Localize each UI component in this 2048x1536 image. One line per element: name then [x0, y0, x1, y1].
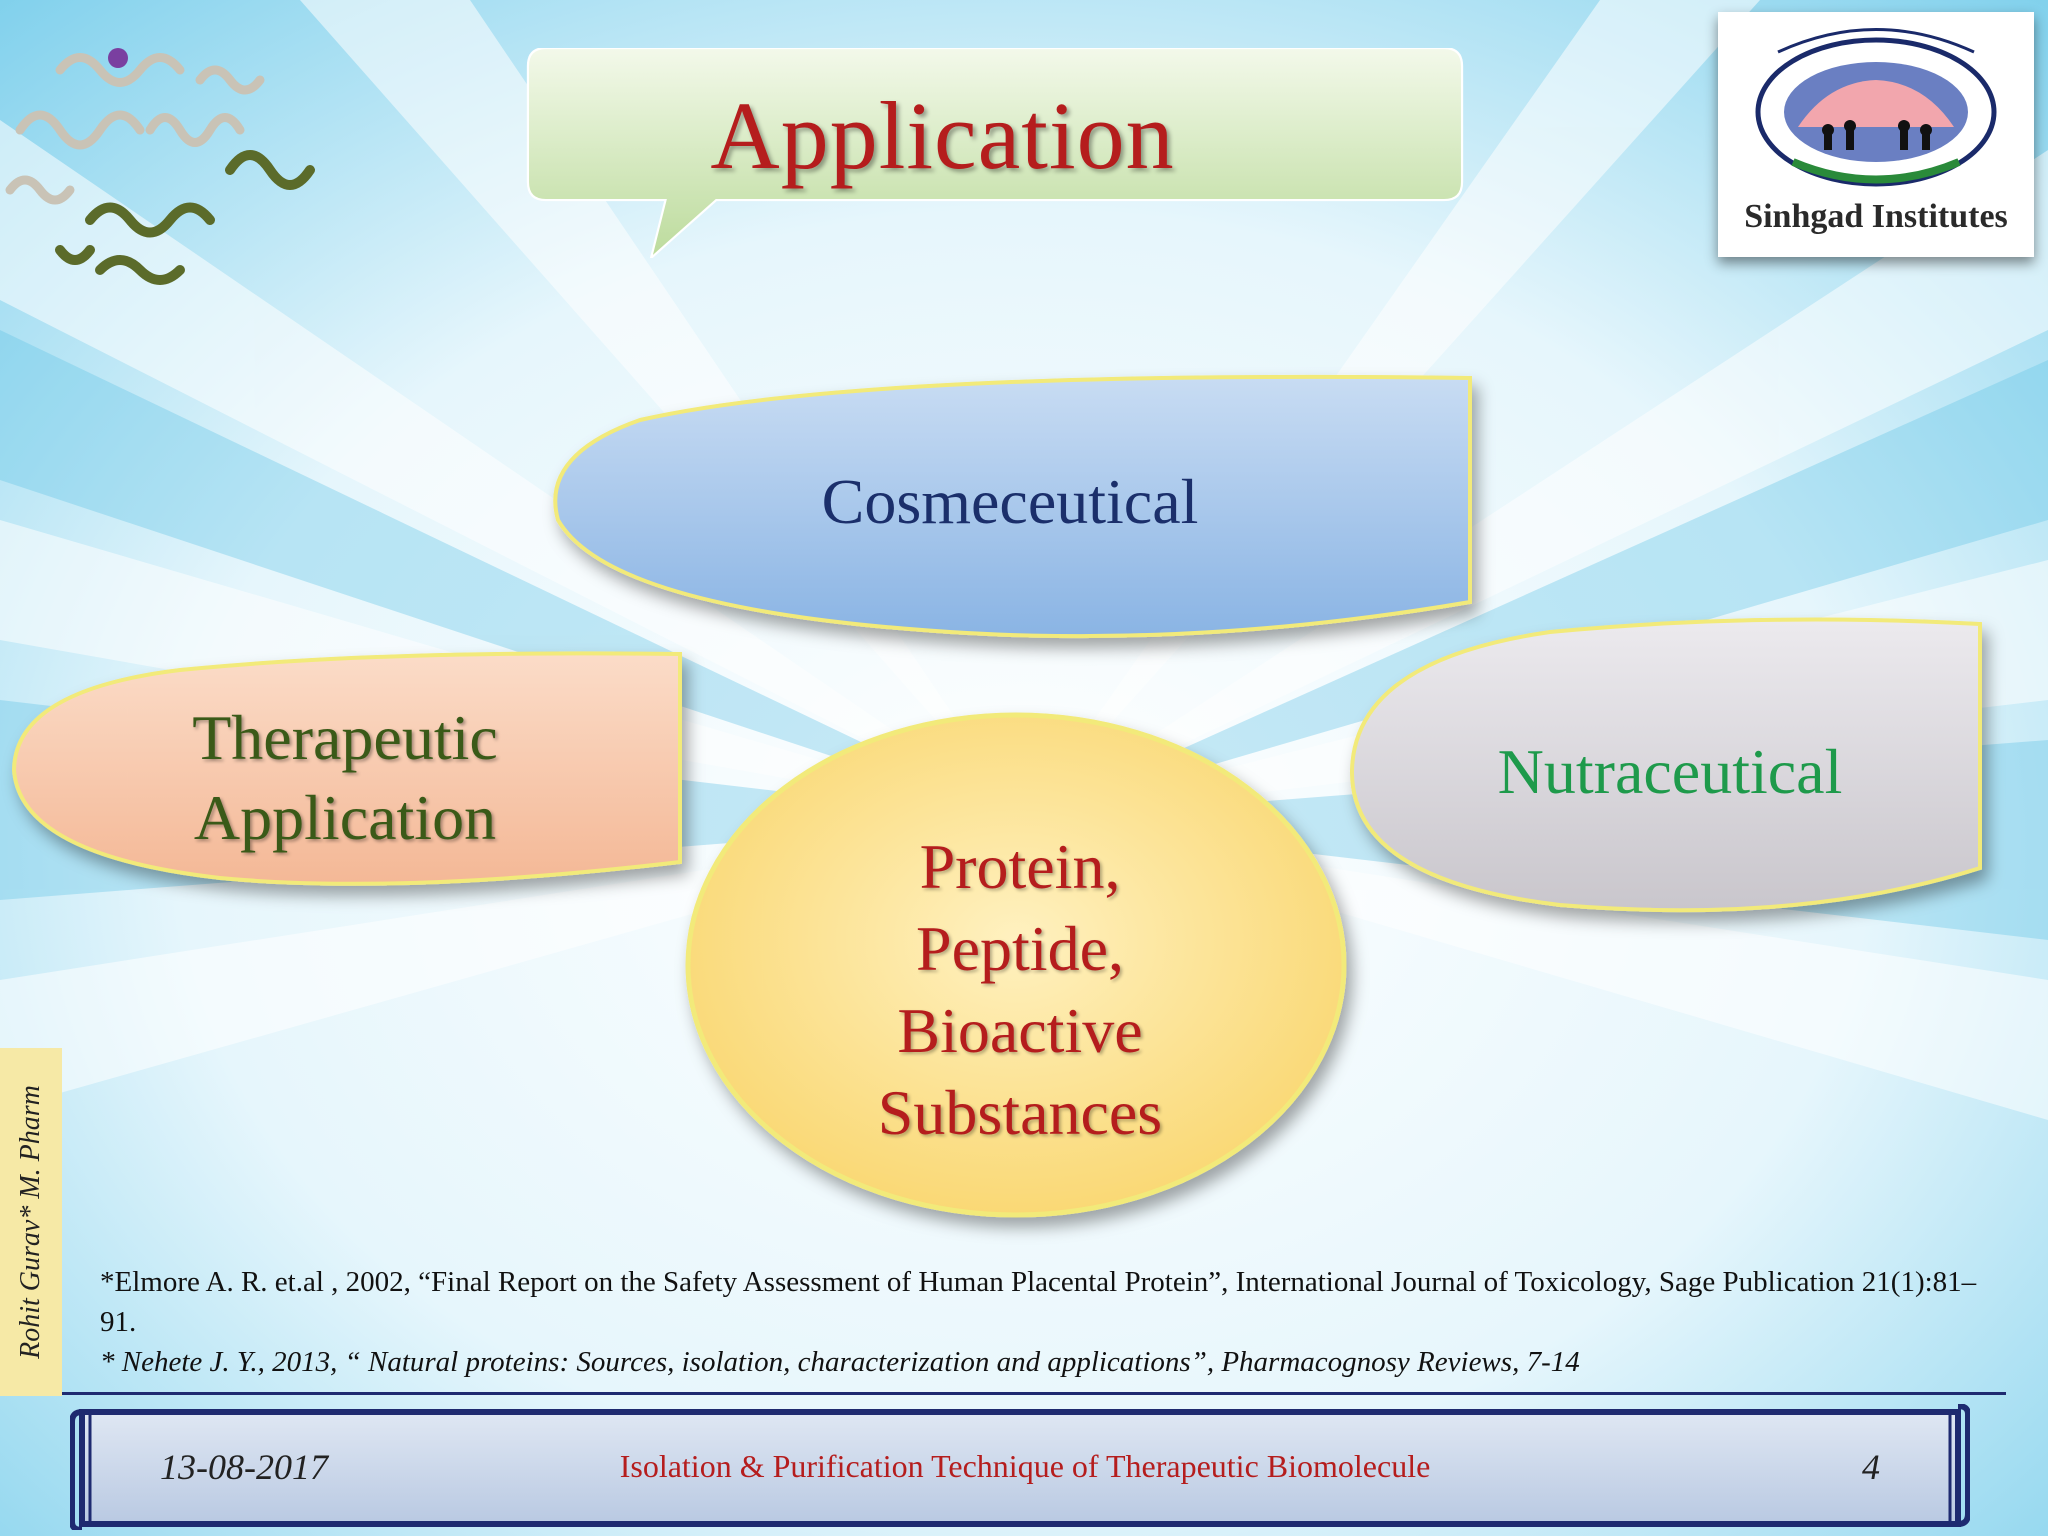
protein-label-line3: Bioactive: [897, 994, 1143, 1066]
cosmeceutical-label: Cosmeceutical: [821, 466, 1199, 537]
references: [100, 1262, 2010, 1382]
protein-label-line2: Peptide,: [916, 912, 1124, 984]
slide-title: Application: [710, 82, 1175, 189]
reference-2: * Nehete J. Y., 2013, “ Natural proteins: Sources, isolation, characterization and applications”, Pharmacognosy Reviews, 7-14: [100, 1346, 1580, 1379]
therapeutic-label: [40, 698, 650, 858]
footer-date: 13-08-2017: [160, 1447, 328, 1487]
footer-divider: [62, 1392, 2006, 1395]
protein-label: [700, 826, 1340, 1154]
page-number: 4: [1862, 1447, 1880, 1487]
logo-caption: Sinhgad Institutes: [1744, 198, 2008, 235]
protein-label-line4: Substances: [877, 1076, 1163, 1148]
footer-title: Isolation & Purification Technique of Therapeutic Biomolecule: [619, 1448, 1431, 1484]
nutraceutical-label: Nutraceutical: [1497, 736, 1843, 807]
author-credit: Rohit Gurav* M. Pharm: [15, 1085, 46, 1359]
therapeutic-label-line2: Application: [193, 782, 497, 853]
protein-label-line1: Protein,: [919, 831, 1121, 902]
reference-1: *Elmore A. R. et.al , 2002, “Final Report on the Safety Assessment of Human Placental Protein”, International Journal of Toxicology, Sage Publication 21(1):81–91.: [100, 1266, 1977, 1339]
therapeutic-label-line1: Therapeutic: [192, 702, 498, 773]
